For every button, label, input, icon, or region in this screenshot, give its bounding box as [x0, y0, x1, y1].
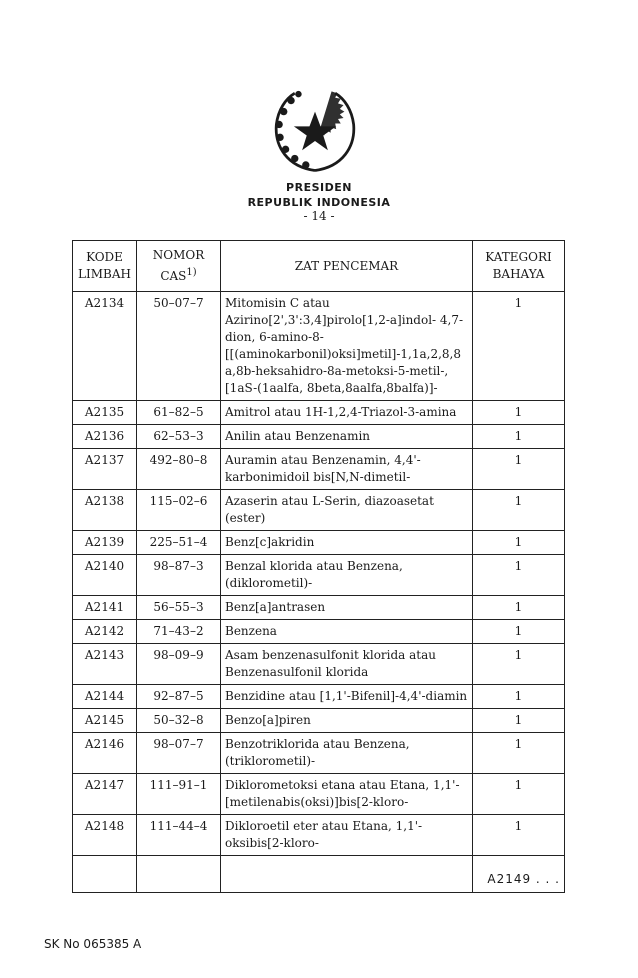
empty-cell — [137, 856, 221, 893]
cell-kategori: 1 — [473, 401, 565, 425]
cell-zat: Diklorometoksi etana atau Etana, 1,1'-[metilenabis(oksi)]bis[2-kloro- — [221, 774, 473, 815]
table-row — [73, 555, 565, 596]
cell-kode: A2146 — [73, 733, 137, 774]
cell-kode: A2141 — [73, 596, 137, 620]
cell-zat: Azaserin atau L-Serin, diazoasetat (ester) — [221, 490, 473, 531]
next-page-reference: A2149 . . . — [487, 872, 560, 886]
cell-zat: Benz[c]akridin — [221, 531, 473, 555]
cell-cas: 56–55–3 — [137, 596, 221, 620]
cell-cas: 98–07–7 — [137, 733, 221, 774]
cell-zat: Benz[a]antrasen — [221, 596, 473, 620]
cell-zat: Amitrol atau 1H-1,2,4-Triazol-3-amina — [221, 401, 473, 425]
cell-cas: 115–02–6 — [137, 490, 221, 531]
cell-kode: A2137 — [73, 449, 137, 490]
table-row — [73, 685, 565, 709]
cas-footnote-mark: 1) — [186, 267, 197, 278]
cell-kode: A2144 — [73, 685, 137, 709]
cell-kategori: 1 — [473, 292, 565, 401]
cell-kategori: 1 — [473, 555, 565, 596]
header-kategori-bahaya: KATEGORI BAHAYA — [473, 241, 565, 292]
header-nomor-cas — [137, 241, 221, 292]
cell-zat: Benzotriklorida atau Benzena, (triklorometil)- — [221, 733, 473, 774]
table-row — [73, 490, 565, 531]
header-nomor-cas-label: NOMOR CAS — [152, 248, 205, 283]
cell-zat: Dikloroetil eter atau Etana, 1,1'-oksibis[2-kloro- — [221, 815, 473, 856]
empty-cell — [221, 856, 473, 893]
cell-cas: 92–87–5 — [137, 685, 221, 709]
cell-kode: A2142 — [73, 620, 137, 644]
table-row — [73, 425, 565, 449]
table-header-row — [73, 241, 565, 292]
cell-kategori: 1 — [473, 531, 565, 555]
cell-zat: Benzidine atau [1,1'-Bifenil]-4,4'-diamin — [221, 685, 473, 709]
header-presiden: PRESIDEN — [286, 181, 352, 194]
table-row — [73, 815, 565, 856]
cell-kategori: 1 — [473, 596, 565, 620]
cell-zat: Benzo[a]piren — [221, 709, 473, 733]
cell-zat: Auramin atau Benzenamin, 4,4'-karbonimidoil bis[N,N-dimetil- — [221, 449, 473, 490]
cell-kode: A2147 — [73, 774, 137, 815]
table-row — [73, 401, 565, 425]
cell-cas: 50–32–8 — [137, 709, 221, 733]
cell-cas: 50–07–7 — [137, 292, 221, 401]
cell-cas: 98–87–3 — [137, 555, 221, 596]
cell-cas: 62–53–3 — [137, 425, 221, 449]
table-row — [73, 709, 565, 733]
pollutant-table — [72, 240, 565, 893]
cell-kategori: 1 — [473, 774, 565, 815]
cell-kategori: 1 — [473, 685, 565, 709]
cell-kode: A2135 — [73, 401, 137, 425]
header-republik-indonesia: REPUBLIK INDONESIA — [247, 196, 391, 209]
cell-cas: 492–80–8 — [137, 449, 221, 490]
cell-kategori: 1 — [473, 425, 565, 449]
cell-kode: A2143 — [73, 644, 137, 685]
table-row — [73, 596, 565, 620]
table-row — [73, 531, 565, 555]
cell-cas: 111–44–4 — [137, 815, 221, 856]
table-row — [73, 620, 565, 644]
page-number: - 14 - — [303, 209, 335, 223]
cell-kategori: 1 — [473, 815, 565, 856]
cell-zat: Benzena — [221, 620, 473, 644]
table-row — [73, 733, 565, 774]
serial-number: SK No 065385 A — [44, 937, 142, 951]
empty-cell — [73, 856, 137, 893]
cell-kategori: 1 — [473, 733, 565, 774]
cell-kategori: 1 — [473, 709, 565, 733]
table-row — [73, 292, 565, 401]
cell-zat: Benzal klorida atau Benzena, (diklorometil)- — [221, 555, 473, 596]
cell-kategori: 1 — [473, 620, 565, 644]
cell-kode: A2145 — [73, 709, 137, 733]
cell-kode: A2134 — [73, 292, 137, 401]
cell-zat: Asam benzenasulfonit klorida atau Benzenasulfonil klorida — [221, 644, 473, 685]
header-kode-limbah: KODE LIMBAH — [73, 241, 137, 292]
cell-cas: 225–51–4 — [137, 531, 221, 555]
table-row — [73, 774, 565, 815]
cell-zat: Anilin atau Benzenamin — [221, 425, 473, 449]
cell-kode: A2148 — [73, 815, 137, 856]
table-row — [73, 644, 565, 685]
cell-cas: 71–43–2 — [137, 620, 221, 644]
cell-kode: A2140 — [73, 555, 137, 596]
cell-cas: 111–91–1 — [137, 774, 221, 815]
cell-cas: 98–09–9 — [137, 644, 221, 685]
cell-kode: A2136 — [73, 425, 137, 449]
table-row — [73, 449, 565, 490]
cell-kategori: 1 — [473, 449, 565, 490]
cell-zat: Mitomisin C atau Azirino[2',3':3,4]pirolo[1,2-a]indol- 4,7-dion, 6-amino-8-[[(aminokarbonil)oksi]metil]-1,1a,2,8,8a,8b-heksahidro-8a-metoksi-5-metil-, [1aS-(1aalfa, 8beta,8aalfa,8balfa)]- — [221, 292, 473, 401]
cell-cas: 61–82–5 — [137, 401, 221, 425]
cell-kategori: 1 — [473, 644, 565, 685]
cell-kode: A2138 — [73, 490, 137, 531]
garuda-star-emblem-icon — [269, 84, 361, 176]
cell-kode: A2139 — [73, 531, 137, 555]
cell-kategori: 1 — [473, 490, 565, 531]
header-zat-pencemar: ZAT PENCEMAR — [221, 241, 473, 292]
